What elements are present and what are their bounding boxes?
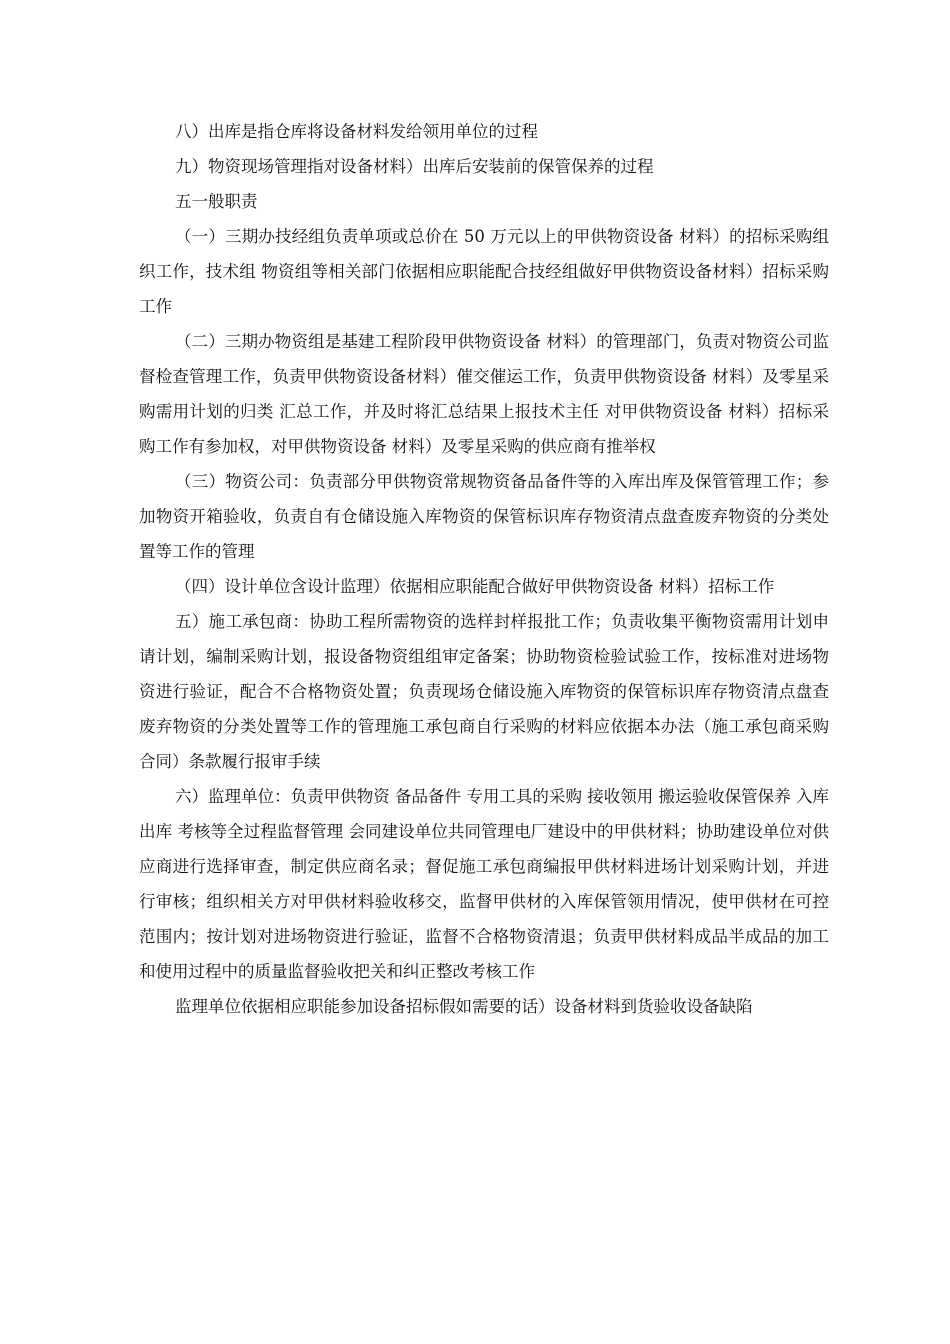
- paragraph-duty-4: （四）设计单位含设计监理）依据相应职能配合做好甲供物资设备 材料）招标工作: [175, 577, 775, 596]
- paragraph-outbound-definition: 八）出库是指仓库将设备材料发给领用单位的过程: [175, 122, 538, 141]
- paragraph-duty-6: 六）监理单位：负责甲供物资 备品备件 专用工具的采购 接收领用 搬运验收保管保养 入库出库 考核等全过程监督管理 会同建设单位共同管理电厂建设中的甲供材料；协助建设单位对供应商进行选择审查，制定供应商名录；督促施工承包商编报甲供材料进场计划采购计划，并进行审核；组织相关方对甲供材料验收移交，监督甲供材的入库保管领用情况，使甲供材在可控范围内；按计划对进场物资进行验证，监督不合格物资清退；负责甲供材料成品半成品的加工和使用过程中的质量监督验收把关和纠正整改考核工作: [139, 787, 829, 981]
- section-heading-general-duties: 五一般职责: [175, 192, 258, 211]
- paragraph-duty-3: （三）物资公司：负责部分甲供物资常规物资备品备件等的入库出库及保管管理工作；参加物资开箱验收，负责自有仓储设施入库物资的保管标识库存物资清点盘查废弃物资的分类处置等工作的管理: [139, 472, 829, 561]
- paragraph-duty-5: 五）施工承包商：协助工程所需物资的选样封样报批工作；负责收集平衡物资需用计划申请计划，编制采购计划，报设备物资组组审定备案；协助物资检验试验工作，按标准对进场物资进行验证，配合不合格物资处置；负责现场仓储设施入库物资的保管标识库存物资清点盘查废弃物资的分类处置等工作的管理施工承包商自行采购的材料应依据本办法（施工承包商采购合同）条款履行报审手续: [139, 612, 829, 771]
- document-body: [139, 114, 829, 1024]
- paragraph-supervision-continued: 监理单位依据相应职能参加设备招标假如需要的话）设备材料到货验收设备缺陷: [175, 997, 753, 1016]
- paragraph-duty-2: （二）三期办物资组是基建工程阶段甲供物资设备 材料）的管理部门，负责对物资公司监督检查管理工作，负责甲供物资设备材料）催交催运工作，负责甲供物资设备 材料）及零星采购需用计划的归类 汇总工作，并及时将汇总结果上报技术主任 对甲供物资设备 材料）招标采购工作有参加权，对甲供物资设备 材料）及零星采购的供应商有推举权: [139, 332, 829, 456]
- paragraph-duty-1: （一）三期办技经组负责单项或总价在 50 万元以上的甲供物资设备 材料）的招标采购组织工作，技术组 物资组等相关部门依据相应职能配合技经组做好甲供物资设备材料）招标采购工作: [139, 227, 829, 316]
- paragraph-site-management-definition: 九）物资现场管理指对设备材料）出库后安装前的保管保养的过程: [175, 157, 654, 176]
